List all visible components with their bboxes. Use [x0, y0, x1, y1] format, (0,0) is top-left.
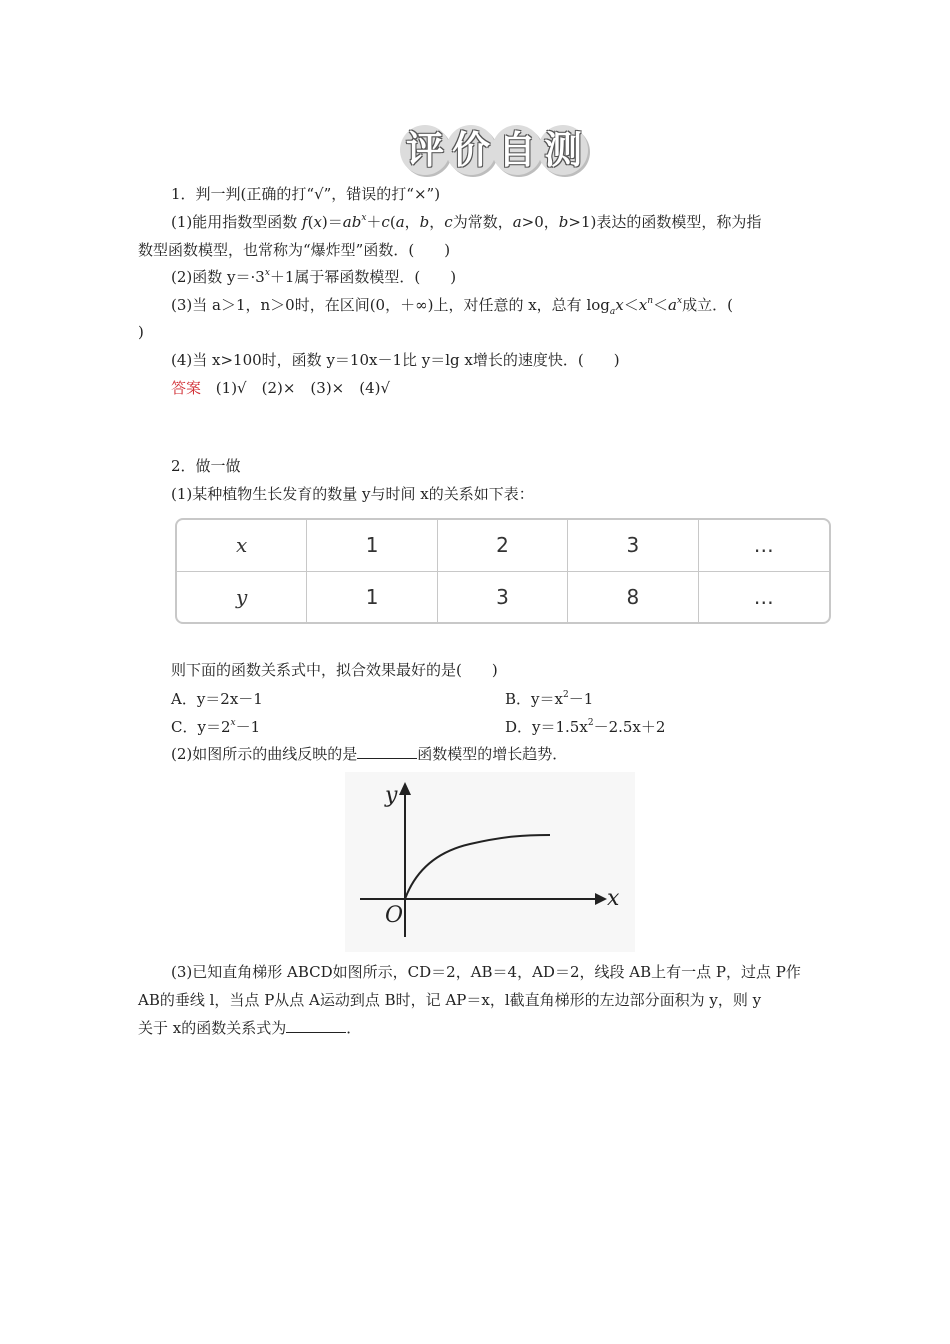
answer-text: (1)√ (2)× (3)× (4)√	[215, 379, 391, 397]
title-char-1: 评	[400, 125, 450, 175]
table-cell: 3	[438, 572, 568, 622]
data-table	[175, 518, 831, 624]
q1-heading: 1．判一判(正确的打“√”，错误的打“×”)	[171, 185, 441, 203]
q1-item3-line2: )	[138, 323, 144, 341]
y-axis-label: y	[385, 783, 398, 808]
q2-sub1: (1)某种植物生长发育的数量 y与时间 x的关系如下表：	[171, 485, 534, 503]
table-cell: …	[753, 584, 774, 609]
table-row	[177, 520, 829, 572]
q2-sub3-line1: (3)已知直角梯形 ABCD如图所示，CD＝2，AB＝4，AD＝2，线段 AB上有一点 P，过点 P作	[171, 963, 801, 981]
q1-item1-line2: 数型函数模型，也常称为“爆炸型”函数．( )	[138, 241, 451, 259]
answer-label: 答案	[171, 379, 202, 397]
q1-item2: (2)函数 $y=\cdot 3^x+1$属于幂函数模型．( )	[171, 268, 457, 286]
growth-curve-graph	[345, 772, 635, 952]
table-cell: …	[699, 520, 829, 572]
q1-item1-line1: (1)能用指数型函数 $f(x)=ab^x+c(a$，b，c为常数，a>0，b>1)表达的函数模型，称为指	[171, 213, 762, 231]
x-axis-label: x	[607, 886, 620, 911]
table-row	[177, 572, 829, 622]
q1-answer	[171, 378, 390, 398]
option-a: A．y＝2x－1	[171, 690, 263, 708]
option-c: C．$y=2^x-1$	[171, 718, 261, 736]
q2-sub2: (2)如图所示的曲线反映的是 函数模型的增长趋势．	[171, 745, 568, 763]
table-cell: 3	[568, 520, 698, 572]
q2-question: 则下面的函数关系式中，拟合效果最好的是( )	[171, 661, 498, 679]
q2-heading: 2．做一做	[171, 457, 241, 475]
option-b: B．$y=x^2-1$	[505, 690, 594, 708]
title-char-4: 测	[538, 125, 588, 175]
table-cell: 8	[568, 572, 698, 622]
table-cell: x	[177, 520, 307, 572]
table-cell: 1	[307, 572, 437, 622]
q1-item3-line1: (3)当 a＞1，n＞0时，在区间(0，＋∞)上，对任意的 x，总有 $\log_ax<x^n<a^x$成立．(	[171, 296, 733, 317]
table-cell: y	[177, 572, 307, 622]
title-char-3: 自	[492, 125, 542, 175]
table-cell: 1	[307, 520, 437, 572]
option-d: D．$y=1.5x^2-2.5x+2$	[505, 718, 666, 736]
answer-blank	[357, 746, 417, 759]
q2-sub3-line3: 关于 x的函数关系式为 ．	[138, 1019, 362, 1037]
q1-item4: (4)当 x>100时，函数 y＝10x－1比 y＝lg x增长的速度快．( )	[171, 351, 620, 369]
q2-sub3-line2: AB的垂线 l，当点 P从点 A运动到点 B时，记 AP＝x，l截直角梯形的左边部分面积为 y，则 y	[138, 991, 762, 1009]
answer-blank	[286, 1020, 346, 1033]
origin-label: O	[385, 903, 404, 928]
table-cell: 2	[438, 520, 568, 572]
title-char-2: 价	[446, 125, 496, 175]
